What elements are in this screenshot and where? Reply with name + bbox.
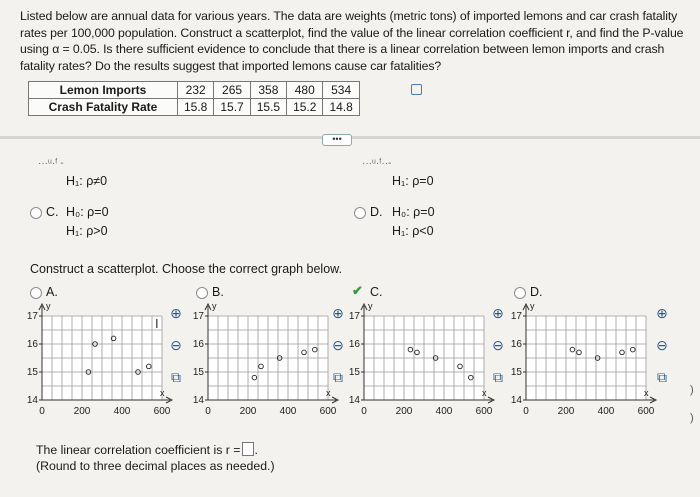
zoom-in-icon[interactable]: ⊕: [170, 305, 182, 321]
scatterplot-d[interactable]: [506, 300, 656, 430]
scatterplot-a[interactable]: [22, 300, 172, 430]
y-tick-label: 15: [348, 367, 360, 378]
partial-option-text: ···ᵘ·ᶠ -: [38, 158, 64, 169]
y-axis-label: y: [46, 301, 51, 311]
checkmark-icon: ✔: [352, 283, 363, 298]
scatterplot-c[interactable]: [344, 300, 494, 430]
y-tick-label: 14: [510, 395, 522, 406]
zoom-out-icon[interactable]: ⊖: [656, 337, 668, 353]
y-axis-label: y: [212, 301, 217, 311]
x-tick-label: 400: [435, 406, 453, 417]
table-cell: 480: [287, 82, 323, 99]
option-h1-right: H₁: ρ=0: [392, 174, 434, 188]
x-tick-label: 200: [73, 406, 91, 417]
text-cursor-icon: I: [155, 316, 159, 331]
graph-b-label: B.: [212, 285, 224, 299]
option-c-label: C.: [46, 205, 59, 219]
y-tick-label: 17: [348, 311, 360, 322]
table-cell: 15.2: [287, 99, 323, 116]
answer-area: The linear correlation coefficient is r = . (Round to three decimal places as needed.): [36, 443, 275, 473]
edge-glyph: ): [690, 412, 694, 424]
y-tick-label: 16: [26, 339, 38, 350]
y-axis-label: y: [530, 301, 535, 311]
table-cell: 15.8: [178, 99, 214, 116]
y-tick-label: 14: [348, 395, 360, 406]
more-button[interactable]: •••: [322, 134, 352, 146]
x-tick-label: 600: [153, 406, 171, 417]
copy-icon[interactable]: [411, 84, 422, 95]
table-cell: 15.7: [214, 99, 250, 116]
zoom-out-icon[interactable]: ⊖: [492, 337, 504, 353]
x-axis-label: x: [160, 388, 165, 398]
external-link-icon[interactable]: ⧉: [657, 369, 667, 385]
zoom-out-icon[interactable]: ⊖: [170, 337, 182, 353]
x-tick-label: 400: [279, 406, 297, 417]
table-cell: 358: [250, 82, 286, 99]
option-d-h1: H₁: ρ<0: [392, 224, 434, 238]
external-link-icon[interactable]: ⧉: [333, 369, 343, 385]
x-axis-label: x: [644, 388, 649, 398]
row-header: Lemon Imports: [29, 82, 178, 99]
x-tick-label: 600: [319, 406, 337, 417]
x-tick-label: 200: [239, 406, 257, 417]
y-tick-label: 14: [192, 395, 204, 406]
table-cell: 232: [178, 82, 214, 99]
option-d-h0: H₀: ρ=0: [392, 205, 435, 219]
question-text: Listed below are annual data for various years. The data are weights (metric tons) of imported lemons and car crash fatality rates per 100,000 population. Construct a scatterplot, find the value of the linear correlation coefficient r, and find the P-value using α = 0.05. Is there sufficient evidence to conclude that there is a linear correlation between lemon imports and crash fatality rates? Do the results suggest that imported lemons cause car fatalities?: [20, 9, 684, 73]
x-tick-label: 200: [557, 406, 575, 417]
answer-line2: (Round to three decimal places as needed.): [36, 459, 275, 473]
data-table: [28, 81, 360, 116]
y-tick-label: 17: [192, 311, 204, 322]
x-tick-label: 0: [39, 406, 45, 417]
partial-option-text: ···ᵘ·ᶠ··-: [362, 158, 392, 169]
x-axis-label: x: [482, 388, 487, 398]
table-row: [29, 99, 360, 116]
external-link-icon[interactable]: ⧉: [493, 369, 503, 385]
zoom-out-icon[interactable]: ⊖: [332, 337, 344, 353]
y-axis-label: y: [368, 301, 373, 311]
x-tick-label: 600: [637, 406, 655, 417]
y-tick-label: 14: [26, 395, 38, 406]
option-h1-left: H₁: ρ≠0: [66, 174, 108, 188]
r-answer-input[interactable]: [242, 442, 254, 456]
radio-graph-d[interactable]: [514, 287, 526, 299]
table-cell: 265: [214, 82, 250, 99]
radio-graph-a[interactable]: [30, 287, 42, 299]
table-cell: 14.8: [323, 99, 359, 116]
y-tick-label: 17: [510, 311, 522, 322]
table-row: [29, 82, 360, 99]
scatter-prompt: Construct a scatterplot. Choose the correct graph below.: [30, 262, 342, 276]
option-c-h0: H₀: ρ=0: [66, 205, 109, 219]
y-tick-label: 17: [26, 311, 38, 322]
y-tick-label: 16: [510, 339, 522, 350]
table-cell: 534: [323, 82, 359, 99]
x-axis-label: x: [326, 388, 331, 398]
edge-glyph: ): [690, 384, 694, 396]
radio-graph-b[interactable]: [196, 287, 208, 299]
radio-option-d[interactable]: [354, 207, 366, 219]
x-tick-label: 400: [113, 406, 131, 417]
y-tick-label: 15: [26, 367, 38, 378]
graph-d-label: D.: [530, 285, 543, 299]
option-d-label: D.: [370, 205, 383, 219]
y-tick-label: 16: [192, 339, 204, 350]
option-c-h1: H₁: ρ>0: [66, 224, 108, 238]
graph-a-label: A.: [46, 285, 58, 299]
zoom-in-icon[interactable]: ⊕: [492, 305, 504, 321]
x-tick-label: 200: [395, 406, 413, 417]
y-tick-label: 15: [510, 367, 522, 378]
radio-option-c[interactable]: [30, 207, 42, 219]
zoom-in-icon[interactable]: ⊕: [656, 305, 668, 321]
x-tick-label: 600: [475, 406, 493, 417]
y-tick-label: 16: [348, 339, 360, 350]
table-cell: 15.5: [250, 99, 286, 116]
x-tick-label: 0: [523, 406, 529, 417]
answer-line1: The linear correlation coefficient is r =: [36, 443, 241, 457]
x-tick-label: 400: [597, 406, 615, 417]
x-tick-label: 0: [361, 406, 367, 417]
y-tick-label: 15: [192, 367, 204, 378]
zoom-in-icon[interactable]: ⊕: [332, 305, 344, 321]
graph-c-label: C.: [370, 285, 383, 299]
row-header: Crash Fatality Rate: [29, 99, 178, 116]
external-link-icon[interactable]: ⧉: [171, 369, 181, 385]
x-tick-label: 0: [205, 406, 211, 417]
scatterplot-b[interactable]: [188, 300, 338, 430]
